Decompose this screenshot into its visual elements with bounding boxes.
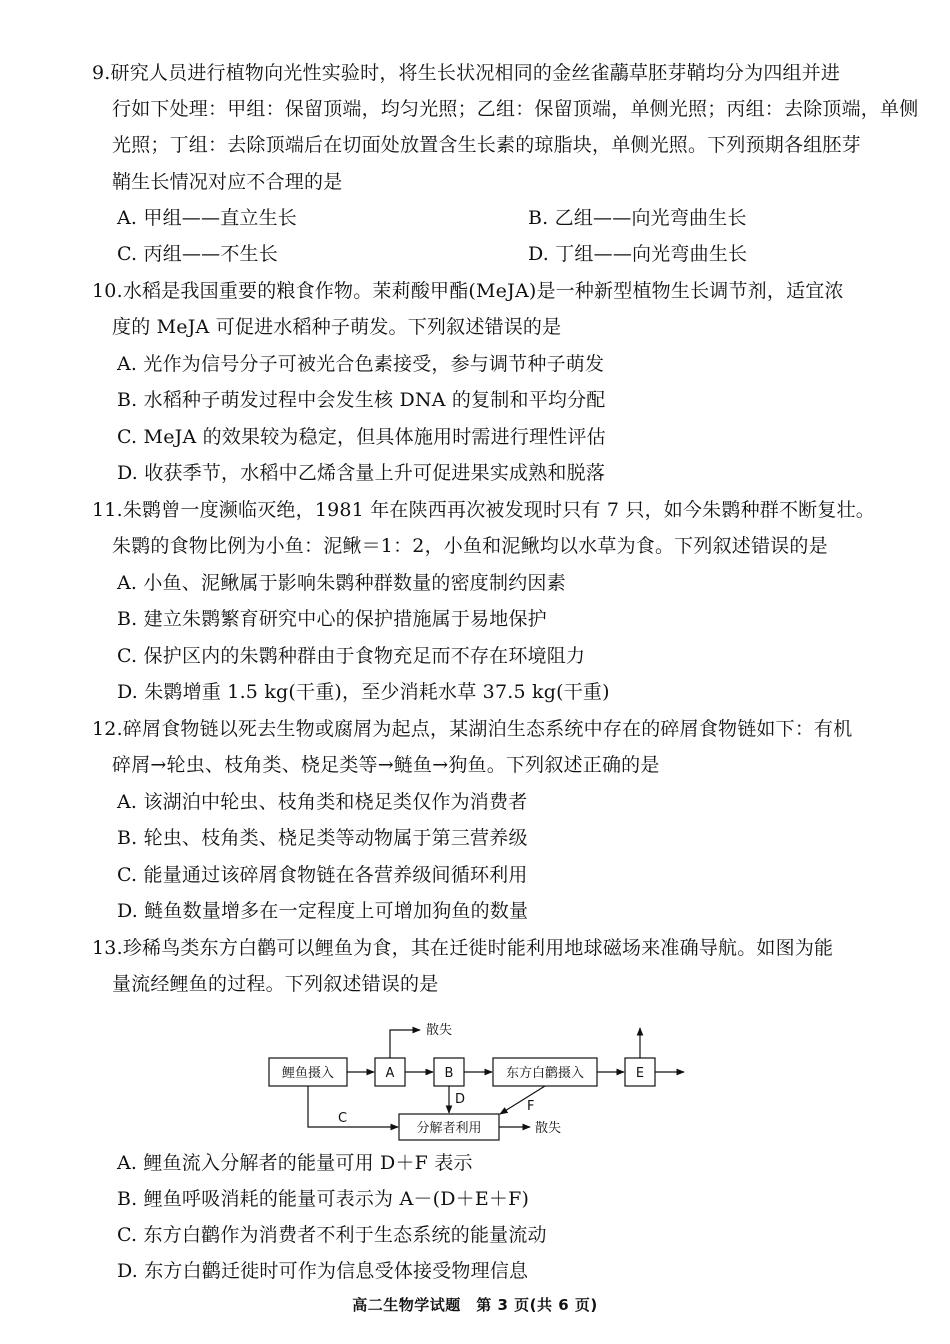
label-loss-top: 散失 <box>426 1023 453 1038</box>
label-e: E <box>635 1066 645 1081</box>
label-carp-intake: 鲤鱼摄入 <box>281 1066 335 1081</box>
label-d: D <box>455 1092 466 1107</box>
q9-option-b: B. 乙组——向光弯曲生长 <box>528 207 747 229</box>
label-f: F <box>527 1099 535 1114</box>
q13-option-d: D. 东方白鹳迁徙时可作为信息受体接受物理信息 <box>117 1260 529 1282</box>
arrow-f-to-decomposer <box>500 1086 545 1114</box>
q9-option-a: A. 甲组——直立生长 <box>117 207 298 229</box>
q9-stem-line-1: 9.研究人员进行植物向光性实验时，将生长状况相同的金丝雀虉草胚芽鞘均分为四组并进 <box>92 62 841 84</box>
q10-option-a: A. 光作为信号分子可被光合色素接受，参与调节种子萌发 <box>117 353 605 375</box>
label-b: B <box>444 1066 454 1081</box>
q9-stem-line-3: 光照；丁组：去除顶端后在切面处放置含生长素的琼脂块，单侧光照。下列预期各组胚芽 <box>112 134 861 156</box>
q10-stem-line-1: 10.水稻是我国重要的粮食作物。茉莉酸甲酯(MeJA)是一种新型植物生长调节剂，适宜浓 <box>92 280 844 302</box>
label-decomposer: 分解者利用 <box>416 1121 482 1136</box>
page-footer: 高二生物学试题 第 3 页(共 6 页) <box>352 1296 598 1314</box>
q12-option-b: B. 轮虫、枝角类、桡足类等动物属于第三营养级 <box>117 827 528 849</box>
q11-option-a: A. 小鱼、泥鳅属于影响朱鹮种群数量的密度制约因素 <box>117 572 566 594</box>
label-stork-intake: 东方白鹳摄入 <box>505 1066 585 1081</box>
q13-stem-line-1: 13.珍稀鸟类东方白鹳可以鲤鱼为食，其在迁徙时能利用地球磁场来准确导航。如图为能 <box>92 937 834 959</box>
q13-stem-line-2: 量流经鲤鱼的过程。下列叙述错误的是 <box>112 973 439 995</box>
q13-option-a: A. 鲤鱼流入分解者的能量可用 D＋F 表示 <box>117 1152 473 1174</box>
q10-option-d: D. 收获季节，水稻中乙烯含量上升可促进果实成熟和脱落 <box>117 462 606 484</box>
q10-option-b: B. 水稻种子萌发过程中会发生核 DNA 的复制和平均分配 <box>117 389 606 411</box>
q9-option-c: C. 丙组——不生长 <box>117 243 278 265</box>
energy-flow-diagram <box>262 1018 702 1148</box>
arrow-a-to-loss <box>390 1030 420 1058</box>
q12-option-d: D. 鲢鱼数量增多在一定程度上可增加狗鱼的数量 <box>117 900 529 922</box>
q13-option-b: B. 鲤鱼呼吸消耗的能量可表示为 A－(D＋E＋F) <box>117 1188 530 1210</box>
q11-option-d: D. 朱鹮增重 1.5 kg(干重)，至少消耗水草 37.5 kg(干重) <box>117 681 610 703</box>
q12-option-a: A. 该湖泊中轮虫、枝角类和桡足类仅作为消费者 <box>117 791 528 813</box>
q13-option-c: C. 东方白鹳作为消费者不利于生态系统的能量流动 <box>117 1224 547 1246</box>
label-a: A <box>385 1066 395 1081</box>
q11-stem-line-2: 朱鹮的食物比例为小鱼：泥鳅＝1：2，小鱼和泥鳅均以水草为食。下列叙述错误的是 <box>112 535 828 557</box>
q12-stem-line-1: 12.碎屑食物链以死去生物或腐屑为起点，某湖泊生态系统中存在的碎屑食物链如下：有机 <box>92 718 853 740</box>
q10-option-c: C. MeJA 的效果较为稳定，但具体施用时需进行理性评估 <box>117 426 606 448</box>
q10-stem-line-2: 度的 MeJA 可促进水稻种子萌发。下列叙述错误的是 <box>112 316 562 338</box>
q11-option-c: C. 保护区内的朱鹮种群由于食物充足而不存在环境阻力 <box>117 645 586 667</box>
label-c: C <box>338 1111 348 1126</box>
q12-stem-line-2: 碎屑→轮虫、枝角类、桡足类等→鲢鱼→狗鱼。下列叙述正确的是 <box>112 754 660 776</box>
q9-stem-line-2: 行如下处理：甲组：保留顶端，均匀光照；乙组：保留顶端，单侧光照；丙组：去除顶端，单侧 <box>112 98 919 120</box>
arrow-c-to-decomposer <box>308 1086 398 1127</box>
q9-stem-line-4: 鞘生长情况对应不合理的是 <box>112 171 343 193</box>
q11-option-b: B. 建立朱鹮繁育研究中心的保护措施属于易地保护 <box>117 608 547 630</box>
q12-option-c: C. 能量通过该碎屑食物链在各营养级间循环利用 <box>117 864 528 886</box>
q9-option-d: D. 丁组——向光弯曲生长 <box>528 243 748 265</box>
label-loss-bottom: 散失 <box>535 1121 562 1136</box>
q11-stem-line-1: 11.朱鹮曾一度濒临灭绝，1981 年在陕西再次被发现时只有 7 只，如今朱鹮种群不断复壮。 <box>92 499 875 521</box>
